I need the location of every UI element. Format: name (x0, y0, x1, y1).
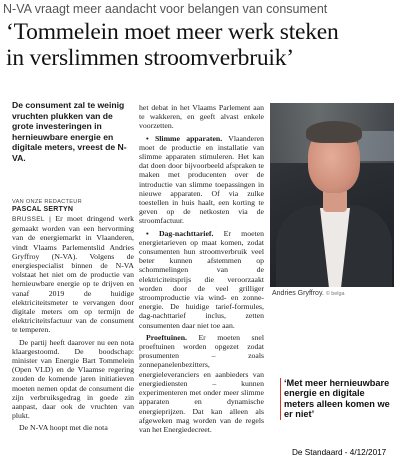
bullet-text: Er moeten energietarieven op maat komen, zodat consumenten hun stroomverbruik veel beter kunnen afstemmen op schommelingen van de elektriciteitsprijs die veroorzaakt worden door de veel grilliger stroomproductie via wind- en zonne-energie. De huidige tarief-formules, dag-nachttarief inclus, zetten consumenten daar niet toe aan. (139, 228, 264, 330)
paragraph-1 (12, 214, 134, 335)
article-column-1 (12, 214, 134, 433)
dateline: BRUSSEL | (12, 216, 52, 223)
bullet-title: • Dag-nachttarief. (146, 228, 214, 238)
article-lead: De consument zal te weinig vruchten plukken van de grote investeringen in hernieuwbare energie en digitale meters, vreest de N-VA. (12, 100, 127, 163)
photo-caption (272, 290, 396, 297)
bullet-text: Vlaanderen moet de productie en installatie van slimme apparaten stimuleren. Het kan dat doen door bijvoorbeeld afspraken te maken met producenten over de introductie van slimme toepassingen in nieuwe apparaten. Of via zulke toestellen in huis haalt, een korting te geven op de netkosten via de stroomfactuur. (139, 133, 264, 226)
byline-author: PASCAL SERTYN (12, 206, 74, 213)
paragraph-4: het debat in het Vlaams Parlement aan te wakkeren, en geeft alvast enkele voorzetten. (139, 103, 264, 131)
photo-screen (358, 131, 394, 161)
paragraph-3: De N-VA hoopt met die nota (19, 423, 108, 433)
pull-quote: ‘Met meer hernieuwbare energie en digitale meters alleen komen we er niet’ (280, 378, 396, 420)
bullet-dag-nachttarief (139, 229, 264, 330)
article-kicker: N-VA vraagt meer aandacht voor belangen van consument (3, 2, 328, 16)
headline-line-1: ‘Tommelein moet meer werk steken (6, 19, 339, 45)
bullet-title: • Slimme apparaten. (146, 133, 223, 143)
caption-text: Andries Gryffroy. (272, 290, 324, 297)
article-column-2 (139, 103, 264, 434)
subhead-text: Er moeten snel proeftuinen worden opgezet zodat prosumenten – zoals zonnepanelenbezitters, energieleveranciers en aanbieders van energiediensten – kunnen experimenteren met onder meer slimme apparaten en dynamische energieprijzen. Dat kan alleen als afgeweken mag worden van de regels van het Energiedecreet. (139, 332, 264, 434)
paragraph-2: De partij heeft daarover nu een nota klaargestoomd. De boodschap: minister van Energie Bart Tommelein (Open VLD) en de Vlaamse regering zouden de komende jaren initiatieven moeten nemen opdat de consument die zijn verbruiksgedrag in goede zin aanpast, daar ook de vruchten van plukt. (12, 337, 134, 421)
source-label: De Standaard - 4/12/2017 (292, 448, 387, 457)
subhead: Proeftuinen. (146, 332, 187, 342)
headline-line-2: in verslimmen stroomverbruik’ (6, 45, 294, 71)
photo-credit: © belga (325, 291, 345, 297)
bullet-slimme-apparaten (139, 134, 264, 226)
portrait-photo (270, 103, 394, 287)
byline-label: VAN ONZE REDACTEUR (12, 199, 82, 205)
article-headline (6, 19, 396, 71)
paragraph-proeftuinen (139, 333, 264, 434)
paragraph-1-text: Er moet dringend werk gemaakt worden van een hervorming van de energiemarkt in Vlaanderen, vindt Vlaams Parlementslid Andries Gryffroy (N-VA). Volgens de energiespecialist binnen de N-VA volstaat het niet om de productie van hernieuwbare energie op te drijven en vanaf 2019 de huidige elektriciteitsmeter te vervangen door digitale meters om op termijn de elektriciteitsfactuur van de consument te temperen. (12, 214, 134, 335)
photo-hair (306, 121, 362, 143)
